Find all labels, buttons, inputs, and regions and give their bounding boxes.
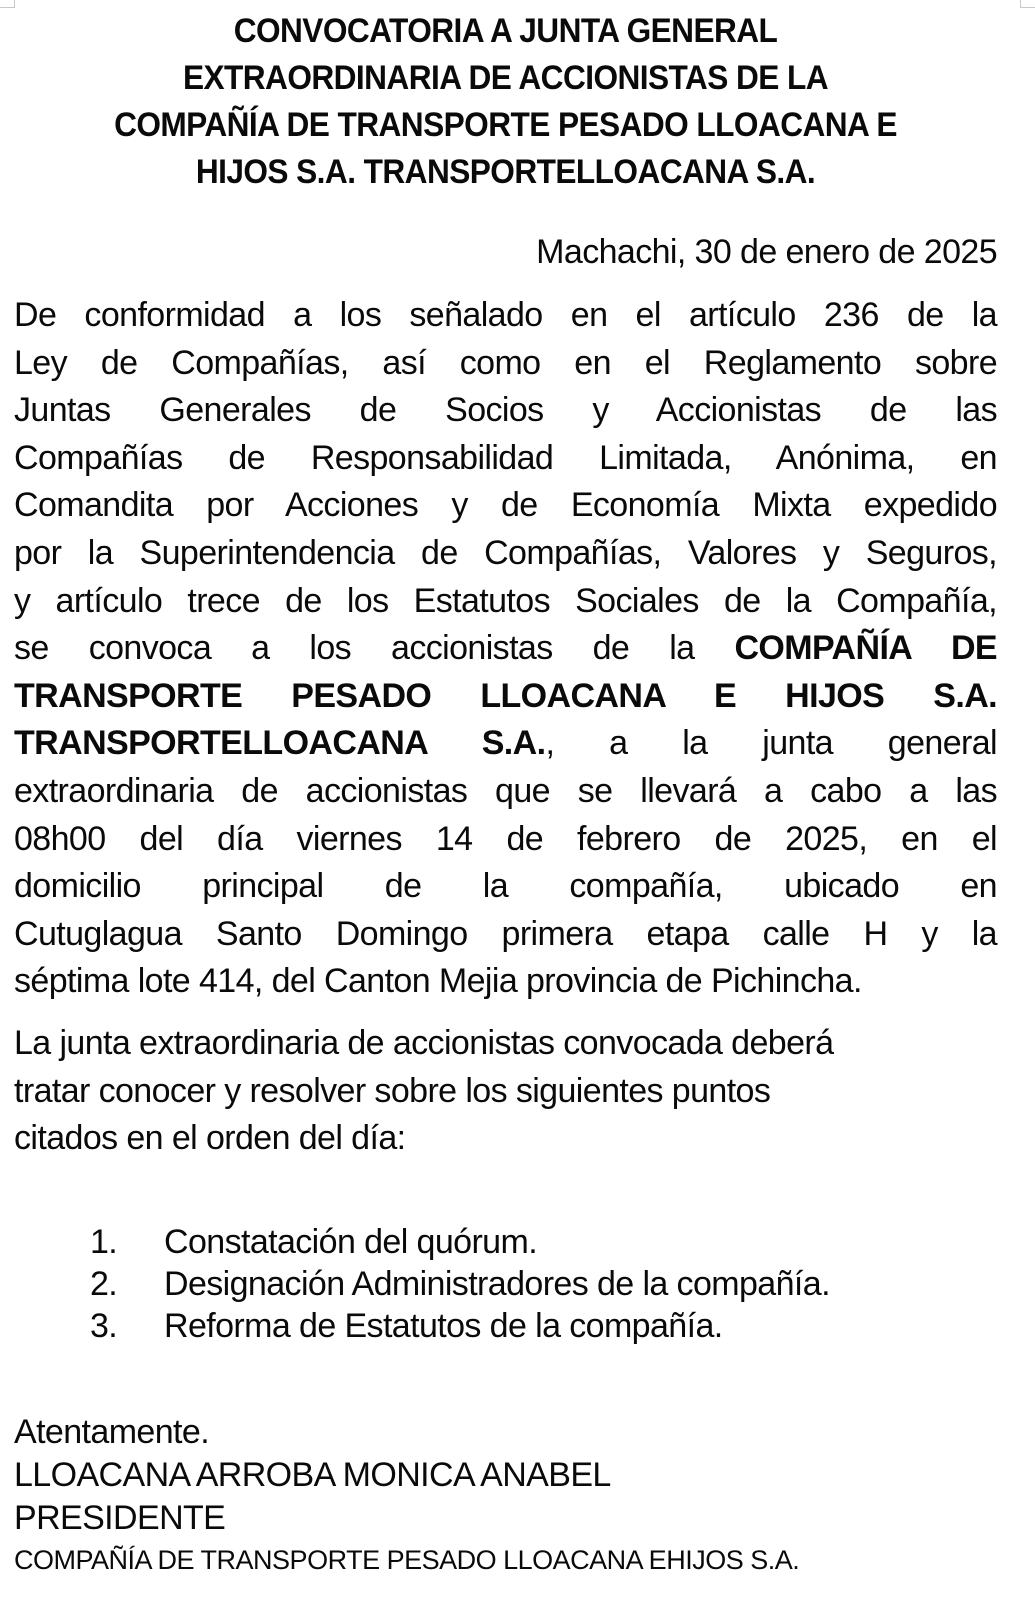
signatory-company: COMPAÑÍA DE TRANSPORTE PESADO LLOACANA EHIJOS S.A. [14,1544,800,1575]
paragraph-line: Ley de Compañías, así como en el Reglamento sobre [14,343,997,382]
crop-mark-top-right [1020,0,1035,8]
company-name-bold: TRANSPORTE PESADO LLOACANA E HIJOS S.A. [14,676,997,715]
date-line: Machachi, 30 de enero de 2025 [536,233,997,271]
paragraph-line: Comandita por Acciones y de Economía Mixta expedido [14,486,997,525]
line-text: se convoca a los accionistas de la [14,629,735,668]
paragraph-line: y artículo trece de los Estatutos Sociales de la Compañía, [14,581,997,620]
paragraph-line: 08h00 del día viernes 14 de febrero de 2025, en el [14,819,997,858]
paragraph-line: Juntas Generales de Socios y Accionistas de las [14,391,997,430]
title-line: COMPAÑÍA DE TRANSPORTE PESADO LLOACANA E [114,106,897,144]
line-text: , a la junta general [545,724,997,763]
company-name-bold: TRANSPORTELLOACANA S.A. [14,724,546,763]
agenda-item-number: 2. [90,1264,118,1303]
paragraph-line: tratar conocer y resolver sobre los siguientes puntos [14,1071,771,1110]
agenda-list [14,1221,997,1347]
paragraph-line [14,625,997,673]
title-line: EXTRAORDINARIA DE ACCIONISTAS DE LA [182,59,829,97]
title-line: CONVOCATORIA A JUNTA GENERAL [233,12,778,50]
paragraph-line: De conformidad a los señalado en el artículo 236 de la [14,296,997,334]
crop-mark-top-left [0,0,15,8]
signature-block [14,1411,997,1580]
company-name-bold: COMPAÑÍA DE [734,629,998,668]
agenda-item-number: 1. [90,1222,118,1261]
document-content [14,8,997,1580]
signatory-role: PRESIDENTE [14,1498,226,1537]
paragraph-line: domicilio principal de la compañía, ubicado en [14,867,997,906]
agenda-intro-paragraph [14,1020,997,1163]
agenda-item [14,1305,997,1347]
paragraph-line [14,720,997,768]
paragraph-line: citados en el orden del día: [14,1119,406,1158]
paragraph-line: La junta extraordinaria de accionistas convocada deberá [14,1023,834,1062]
agenda-item [14,1263,997,1305]
signatory-name: LLOACANA ARROBA MONICA ANABEL [14,1455,611,1494]
paragraph-line: extraordinaria de accionistas que se llevará a cabo a las [14,771,997,810]
agenda-item-text: Reforma de Estatutos de la compañía. [164,1306,723,1345]
title-line: HIJOS S.A. TRANSPORTELLOACANA S.A. [195,153,816,191]
convocation-paragraph [14,292,997,1006]
paragraph-line: Cutuglagua Santo Domingo primera etapa calle H y la [14,914,997,953]
paragraph-line: por la Superintendencia de Compañías, Valores y Seguros, [14,533,997,572]
document-title [48,8,962,196]
paragraph-line: Compañías de Responsabilidad Limitada, Anónima, en [14,438,997,477]
closing-text: Atentamente. [14,1412,210,1451]
agenda-item-number: 3. [90,1306,118,1345]
agenda-item [14,1221,997,1263]
paragraph-line: séptima lote 414, del Canton Mejia provincia de Pichincha. [14,962,862,1001]
agenda-item-text: Designación Administradores de la compañía. [164,1264,830,1303]
agenda-item-text: Constatación del quórum. [164,1222,538,1261]
